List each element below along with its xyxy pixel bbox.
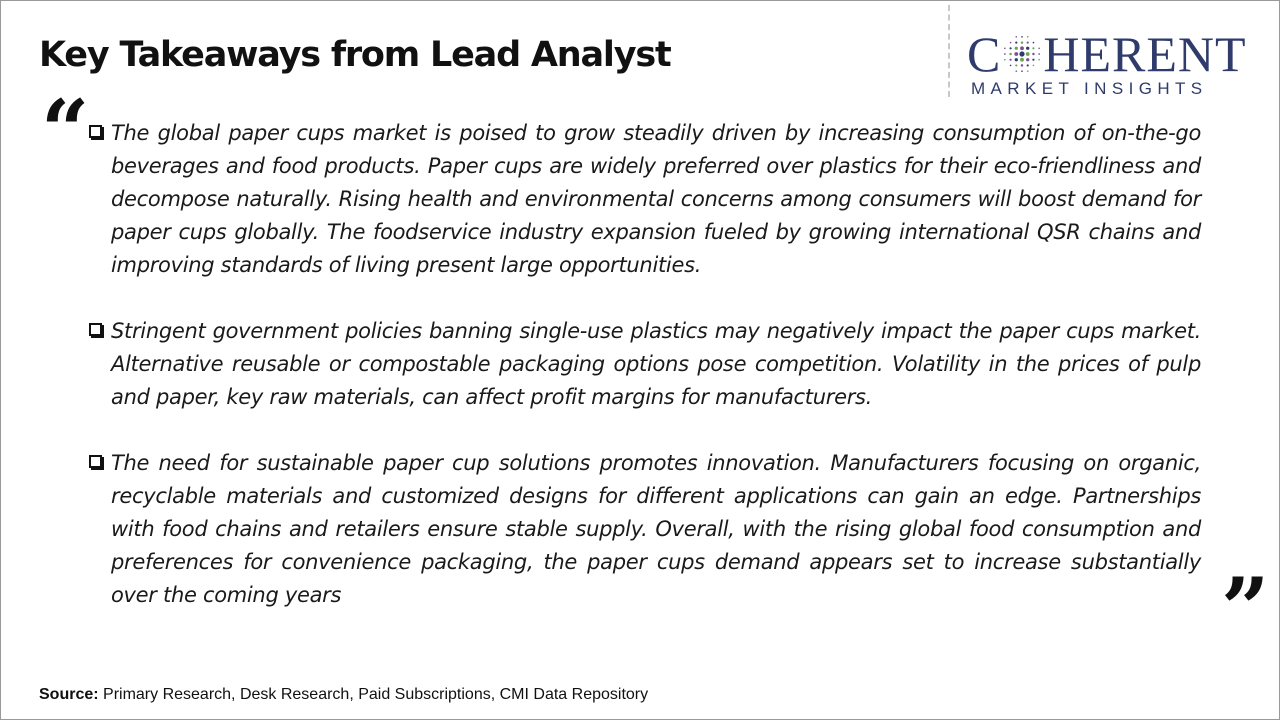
logo-dot — [1004, 53, 1006, 55]
logo-dot — [1010, 65, 1012, 67]
logo-dot — [1010, 59, 1012, 61]
logo-dot — [1026, 52, 1030, 56]
logo-dot — [1020, 51, 1025, 56]
logo-dot — [1016, 41, 1018, 43]
logo-dot — [1033, 42, 1035, 44]
logo-dot — [1039, 59, 1041, 61]
logo-dot — [1004, 47, 1006, 49]
company-logo — [967, 26, 1267, 99]
checkbox-bullet-icon — [89, 125, 102, 138]
logo-dot — [1033, 47, 1035, 49]
logo-dot — [1039, 47, 1041, 49]
takeaway-item — [87, 117, 1201, 282]
logo-dot — [1033, 59, 1035, 61]
logo-dot — [1027, 36, 1029, 38]
logo-dot — [1020, 46, 1024, 50]
close-quote-icon: ” — [1221, 559, 1270, 658]
takeaway-text: Stringent government policies banning single-use plastics may negatively impact the paper cups market. Alternative reusable or compostable packaging options pose competition. Volatility in the prices of pulp and paper, key raw materials, can affect profit margins for manufacturers. — [111, 319, 1201, 409]
logo-dot — [1021, 41, 1023, 43]
logo-dot — [1039, 53, 1041, 55]
logo-divider — [948, 5, 950, 97]
logo-dot — [1021, 64, 1023, 66]
logo-dot — [1016, 64, 1018, 66]
logo-tagline: MARKET INSIGHTS — [971, 79, 1208, 98]
dot-grid-o-icon — [1002, 34, 1042, 74]
logo-dot — [1026, 58, 1029, 61]
takeaways-list — [87, 117, 1201, 645]
logo-dot — [1033, 53, 1035, 55]
logo-dot — [1015, 58, 1018, 61]
takeaway-text: The need for sustainable paper cup solutions promotes innovation. Manufacturers focusing on organic, recyclable materials and customized designs for different applications can gain an edge. Partnerships with food chains and retailers ensure stable supply. Overall, with the rising global food consumption and preferences for convenience packaging, the paper cups demand appears set to increase substantially over the coming years — [111, 451, 1201, 607]
source-text: Primary Research, Desk Research, Paid Subscriptions, CMI Data Repository — [98, 686, 649, 703]
logo-dot — [1004, 59, 1006, 61]
logo-dot — [1015, 52, 1019, 56]
logo-dot — [1022, 36, 1024, 38]
logo-dot — [1010, 47, 1012, 49]
logo-dot — [1033, 65, 1035, 67]
logo-dot — [1016, 70, 1018, 72]
takeaway-item — [87, 447, 1201, 612]
logo-dot — [1027, 64, 1029, 66]
logo-dot — [1016, 36, 1018, 38]
takeaway-item — [87, 315, 1201, 414]
takeaway-text: The global paper cups market is poised to grow steadily driven by increasing consumption of on-the-go beverages and food products. Paper cups are widely preferred over plastics for their eco-friendliness and decompose naturally. Rising health and environmental concerns among consumers will boost demand for paper cups globally. The foodservice industry expansion fueled by growing international QSR chains and improving standards of living present large opportunities. — [111, 121, 1201, 277]
logo-dot — [1022, 70, 1024, 72]
checkbox-bullet-icon — [89, 323, 102, 336]
logo-dot — [1010, 53, 1012, 55]
logo-letters-rest: HERENT — [1043, 26, 1247, 82]
open-quote-icon: “ — [41, 81, 90, 180]
logo-dot — [1015, 47, 1018, 50]
logo-dot — [1020, 58, 1024, 62]
source-label: Source: — [39, 686, 99, 703]
logo-letter-c: C — [967, 26, 1002, 82]
logo-dot — [1026, 47, 1029, 50]
logo-dot — [1027, 70, 1029, 72]
checkbox-bullet-icon — [89, 455, 102, 468]
logo-dot — [1010, 42, 1012, 44]
logo-wordmark — [967, 26, 1267, 82]
logo-dot — [1027, 41, 1029, 43]
source-note — [39, 686, 648, 704]
page-title: Key Takeaways from Lead Analyst — [39, 35, 671, 75]
